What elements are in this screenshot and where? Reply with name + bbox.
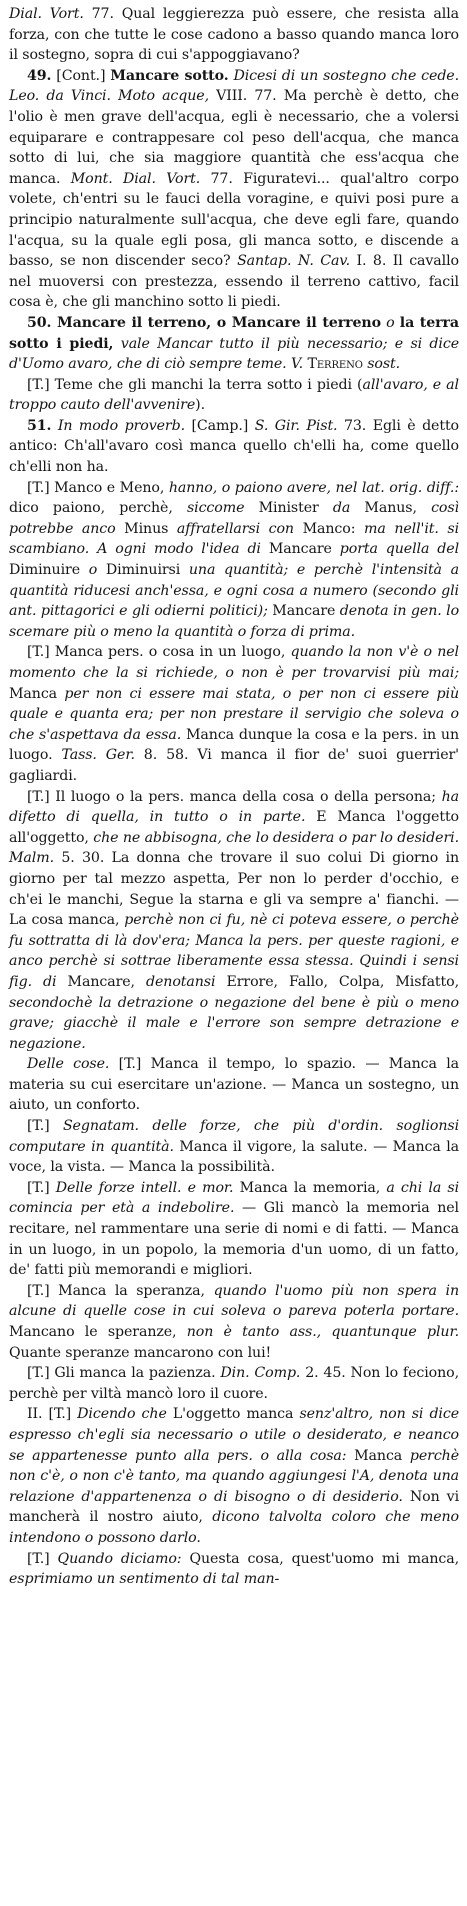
text-run: [Cont.] [51,67,111,84]
entry-paragraph [9,1054,459,1116]
entry-paragraph [9,1549,459,1590]
text-run: 77. Figuratevi... qual'altro corpo volete, ch'entri su le fauci della voragine, e quivi posi pure a principio naturalmente sull'acqua, che deve egli fare, quando l'acqua, su la quale egli posa, gli manca sotto, e discende a basso, se non discender seco? [9,170,459,270]
text-run: Questa cosa, quest'uomo mi manca, [181,1550,459,1567]
text-run: Quante speranze mancarono con lui! [9,1344,272,1361]
text-run: Manca il vigore, la salute. — Manca la voce, la vista. — Manca la possibilità. [9,1138,460,1176]
text-run: hanno, o paiono avere, nel lat. orig. diff.: [168,479,460,496]
text-run: S. Gir. Pist. [254,417,338,434]
text-run: 5. 30. La donna che trovare il suo colui Di giorno in giorno per tal mezzo aspetta, Per non lo perder d'occhio, e ch'ei le manchi, Segue la starna e gli va sempre a' fianchi. — La cosa manca, [9,850,459,929]
entry-paragraph [9,1363,459,1404]
text-run: vale Mancar tutto il più necessario; e si dice d'Uomo avaro, che di ciò sempre teme. V. [9,335,459,373]
text-run: una quantità; e perchè l'intensità a quantità riducesi anch'essa, e ogni cosa a numero (secondo gli ant. pittagorici e gli odierni politici); [9,562,459,620]
text-run: Delle cose. [27,1056,110,1073]
text-run: Mancare, [56,973,147,990]
text-run: porta quella del [339,541,460,558]
entry-paragraph [9,4,459,66]
text-run: Dial. Vort. [9,6,84,22]
text-run: secondochè la detrazione o negazione del bene è più o meno grave; giacchè il male e l'errore son sempre detrazione e negazione. [9,994,459,1052]
text-run: siccome [186,500,245,517]
text-run: a chi la si comincia per età a indebolire. [9,1179,460,1217]
text-run: per non ci essere mai stata, o per non ci essere più quale e quanta era; per non prestare il servigio che soleva o che s'aspettava da essa. [9,685,460,743]
text-run: Mont. Dial. Vort. [70,170,201,187]
entry-paragraph [9,1116,459,1178]
text-run: 73. Egli è detto antico: Ch'all'avaro così manca quello ch'elli ha, come quello ch'elli non ha. [9,417,459,476]
text-run: senz'altro, non si dice espresso ch'egli sia necessario o utile o desiderato, e neanco se appartenesse punto alla pers. o alla cosa: [9,1406,460,1464]
text-run: 77. Qual leggierezza può essere, che resista alla forza, con che tutte le cose cadono a basso quando manca loro il sostegno, sopra di cui s'appoggiavano? [9,6,459,64]
text-run: [Camp.] [185,417,255,434]
text-run: affratellarsi con [176,520,294,537]
text-run: Mancare [267,603,340,620]
text-run: Segnatam. delle forze, che più d'ordin. soglionsi computare in quantità. [9,1118,460,1155]
entry-paragraph [9,1281,459,1363]
text-run: [T.] [27,1118,63,1135]
text-run: Dicendo che [77,1406,167,1423]
text-run: perchè non c'è, o non c'è tanto, ma quando aggiungesi l'A, denota una relazione d'appartenenza o di bisogno o di desiderio. [9,1447,459,1505]
text-run: da [332,500,351,517]
text-run: [T.] Il luogo o la pers. manca della cosa o della persona; [27,788,442,805]
entry-paragraph [9,313,459,375]
text-run: o [380,314,400,331]
text-run: la terra sotto i piedi, [9,314,460,352]
text-run: L'oggetto manca [166,1406,300,1423]
text-run: Diminuire [9,562,89,579]
text-run: Errore, Fallo, Colpa, Misfatto, [215,973,459,990]
text-run: Tass. Ger. [61,747,135,764]
text-run: ). [195,397,205,414]
text-run: o [88,562,98,579]
text-run: non è tanto ass., quantunque plur. [186,1324,460,1340]
entry-paragraph [9,787,459,1055]
entry-paragraph [9,66,459,313]
text-run: Minister [244,500,333,517]
entry-paragraph [9,416,459,478]
text-run: Manca [9,685,65,702]
text-run: 2. 45. Non lo feciono, perchè per viltà mancò loro il cuore. [9,1365,459,1402]
text-run: Mancare sotto. [110,67,229,84]
text-run: ha difetto di quella, in tutto o in parte. [9,788,459,826]
entry-paragraph [9,1178,459,1281]
text-run: Minus [115,520,177,537]
text-run: [T.] [27,1179,56,1196]
text-run: Manca [346,1447,410,1464]
text-run: [T.] Manco e Meno, [27,479,169,496]
text-run: VIII. 77. Ma perchè è detto, che l'olio è men grave dell'acqua, egli è necessario, che a volersi equiparare e contrappesare col peso dell'acqua, che manca sotto di lui, che sia maggiore quantità che ess'acqua che manca. [9,88,459,187]
text-run: [T.] Gli manca la pazienza. [27,1365,221,1382]
entry-paragraph [9,375,459,416]
text-run: Diminuirsi [97,562,189,579]
text-run: Delle forze intell. e mor. [55,1179,234,1196]
text-run: Manus, [350,500,432,517]
text-run: In modo proverb. [51,417,185,434]
text-run: I. 8. Il cavallo nel muoversi con prestezza, essendo il terreno cattivo, facil cosa è, che gli manchino sotto li piedi. [9,253,459,311]
text-run: che ne abbisogna, che lo desidera o par lo desideri. Malm. [9,829,459,867]
entry-paragraph [9,642,459,786]
text-run: [T.] Manca il tempo, lo spazio. — Manca la materia su cui esercitare un'azione. — Manca un sostegno, un aiuto, un conforto. [9,1056,459,1114]
text-run: denotansi [146,973,216,990]
text-run: [T.] Manca la speranza, [27,1282,214,1299]
text-run: [T.] Teme che gli manchi la terra sotto i piedi ( [27,376,363,393]
text-run: E Manca l'oggetto all'oggetto, [9,809,459,846]
text-run: Mancare [260,541,340,558]
text-run: [T.] [27,1550,58,1567]
text-run: 49. [27,67,52,84]
text-run: quando la non v'è o nel momento che la si richiede, o non è per trovarvisi più mai; [9,644,459,681]
text-run: Manco: [293,520,364,537]
text-run: Manca dunque la cosa e la pers. in un luogo. [9,726,460,764]
text-run: Quando diciamo: [57,1550,182,1567]
text-run: Mancano le speranze, [9,1324,187,1340]
text-run: 8. 58. Vi manca il fior de' suoi guerrier' gagliardi. [9,747,459,784]
text-run: esprimiamo un sentimento di tal man- [9,1571,280,1588]
text-run: II. [T.] [27,1406,78,1423]
entry-paragraph [9,478,459,643]
text-run: Manca la memoria, [233,1179,387,1196]
text-run: 51. [27,417,52,434]
text-run: 50. Mancare il terreno, o Mancare il terreno [27,314,381,331]
text-run: — Gli mancò la memoria nel recitare, nel rammentare una serie di nomi e di fatti. — Manca in un luogo, in un popolo, la memoria d'un uomo, di un fatto, de' fatti più memorandi e migliori. [9,1200,459,1279]
text-run: quando l'uomo più non spera in alcune di quelle cose in cui soleva o pareva poterla portare. [9,1282,459,1320]
text-run: dicono talvolta coloro che meno intendono o possono darlo. [9,1509,460,1546]
entry-paragraph [9,1404,459,1548]
text-run: così potrebbe anco [9,500,459,537]
text-run: [T.] Manca pers. o cosa in un luogo, [27,644,291,661]
text-run: perchè non ci fu, nè ci poteva essere, o perchè fu sottratta di là dov'era; Manca la pers. per queste ragioni, e anco perchè si sottrae liberamente essa stessa. Quindi i sensi fig. di [9,912,459,990]
text-run: sost. [362,356,401,373]
text-run: dico paiono, perchè, [9,500,187,517]
text-run: denota in gen. lo scemare più o meno la quantità o forza di prima. [9,603,460,640]
text-run: Dicesi di un sostegno che cede. Leo. da Vinci. Moto acque, [9,67,460,105]
text-run: Non vi mancherà il nostro aiuto, [9,1488,460,1526]
text-run: ma nell'it. si scambiano. A ogni modo l'idea di [9,520,460,558]
text-run: Terreno [303,356,363,373]
text-run: Din. Comp. [220,1365,301,1382]
text-run: all'avaro, e al troppo cauto dell'avvenire [9,376,459,414]
text-run: Santap. N. Cav. [237,253,350,270]
